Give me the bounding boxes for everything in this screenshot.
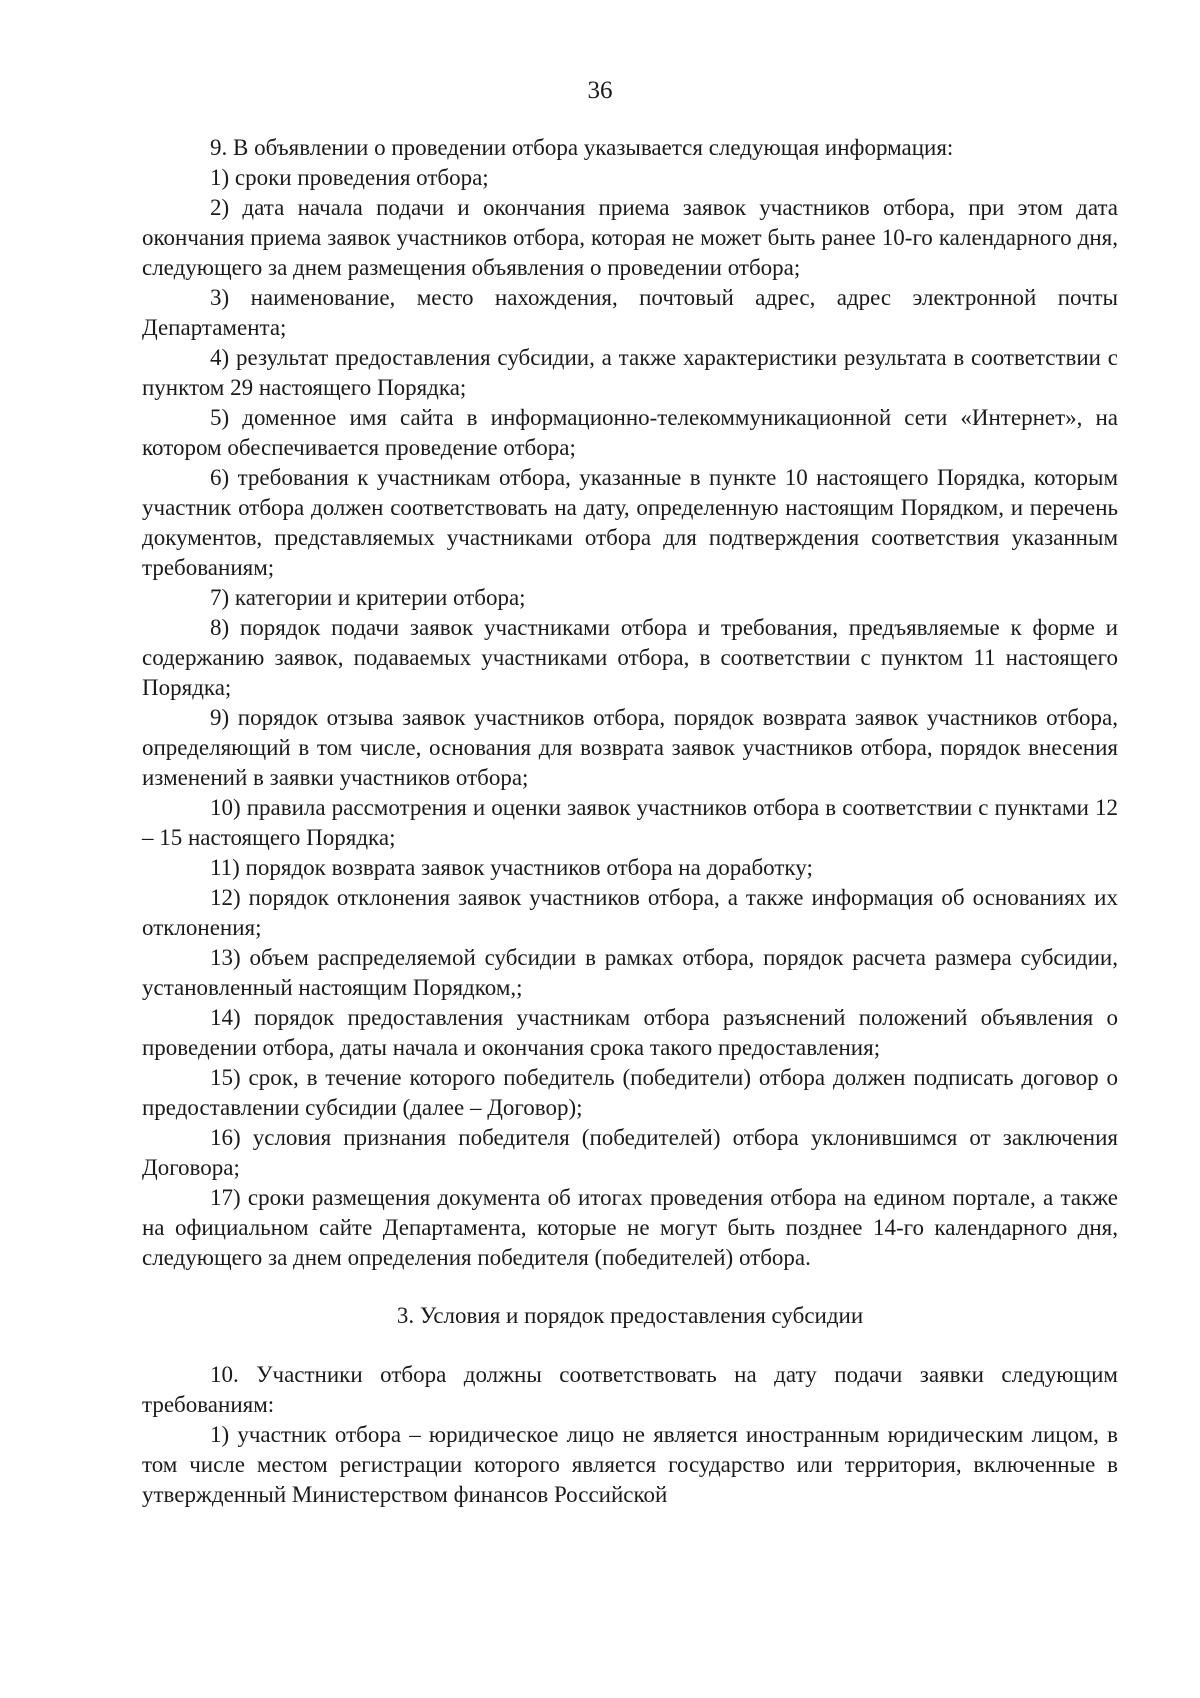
list-item-9: 9) порядок отзыва заявок участников отбора, порядок возврата заявок участников отбора, определяющий в том числе, основания для возврата заявок участников отбора, порядок внесения изменений в заявки участников отбора; xyxy=(142,705,1118,790)
requirement-item-1: 1) участник отбора – юридическое лицо не является иностранным юридическим лицом, в том числе местом регистрации которого является государство или территория, включенные в утвержденный Министерством финансов Российской xyxy=(142,1422,1118,1507)
list-item-14: 14) порядок предоставления участникам отбора разъяснений положений объявления о проведении отбора, даты начала и окончания срока такого предоставления; xyxy=(142,1005,1118,1060)
document-body xyxy=(142,133,1118,1510)
list-item-1: 1) сроки проведения отбора; xyxy=(210,165,489,190)
list-item-7: 7) категории и критерии отбора; xyxy=(210,585,526,610)
list-item-5: 5) доменное имя сайта в информационно-телекоммуникационной сети «Интернет», на котором обеспечивается проведение отбора; xyxy=(142,405,1118,460)
list-item-11: 11) порядок возврата заявок участников отбора на доработку; xyxy=(210,855,813,880)
list-item-16: 16) условия признания победителя (победителей) отбора уклонившимся от заключения Договора; xyxy=(142,1125,1118,1180)
list-item-15: 15) срок, в течение которого победитель (победители) отбора должен подписать договор о предоставлении субсидии (далее – Договор); xyxy=(142,1065,1118,1120)
list-item-4: 4) результат предоставления субсидии, а также характеристики результата в соответствии с пунктом 29 настоящего Порядка; xyxy=(142,345,1118,400)
list-item-2: 2) дата начала подачи и окончания приема заявок участников отбора, при этом дата окончания приема заявок участников отбора, которая не может быть ранее 10-го календарного дня, следующего за днем размещения объявления о проведении отбора; xyxy=(142,195,1118,280)
list-item-17: 17) сроки размещения документа об итогах проведения отбора на едином портале, а также на официальном сайте Департамента, которые не могут быть позднее 14-го календарного дня, следующего за днем определения победителя (победителей) отбора. xyxy=(142,1185,1118,1270)
list-item-12: 12) порядок отклонения заявок участников отбора, а также информация об основаниях их отклонения; xyxy=(142,885,1118,940)
list-item-8: 8) порядок подачи заявок участниками отбора и требования, предъявляемые к форме и содержанию заявок, подаваемых участниками отбора, в соответствии с пунктом 11 настоящего Порядка; xyxy=(142,615,1118,700)
list-item-3: 3) наименование, место нахождения, почтовый адрес, адрес электронной почты Департамента; xyxy=(142,285,1118,340)
page-number: 36 xyxy=(587,77,613,104)
section-heading: 3. Условия и порядок предоставления субсидии xyxy=(396,1303,864,1328)
list-item-10: 10) правила рассмотрения и оценки заявок участников отбора в соответствии с пунктами 12 – 15 настоящего Порядка; xyxy=(142,795,1118,850)
list-item-6: 6) требования к участникам отбора, указанные в пункте 10 настоящего Порядка, которым участник отбора должен соответствовать на дату, определенную настоящим Порядком, и перечень документов, представляемых участниками отбора для подтверждения соответствия указанным требованиям; xyxy=(142,465,1118,580)
list-item-13: 13) объем распределяемой субсидии в рамках отбора, порядок расчета размера субсидии, установленный настоящим Порядком,; xyxy=(142,945,1118,1000)
paragraph-item-10-intro: 10. Участники отбора должны соответствовать на дату подачи заявки следующим требованиям: xyxy=(142,1362,1118,1417)
paragraph-item-9-intro: 9. В объявлении о проведении отбора указывается следующая информация: xyxy=(210,135,954,160)
